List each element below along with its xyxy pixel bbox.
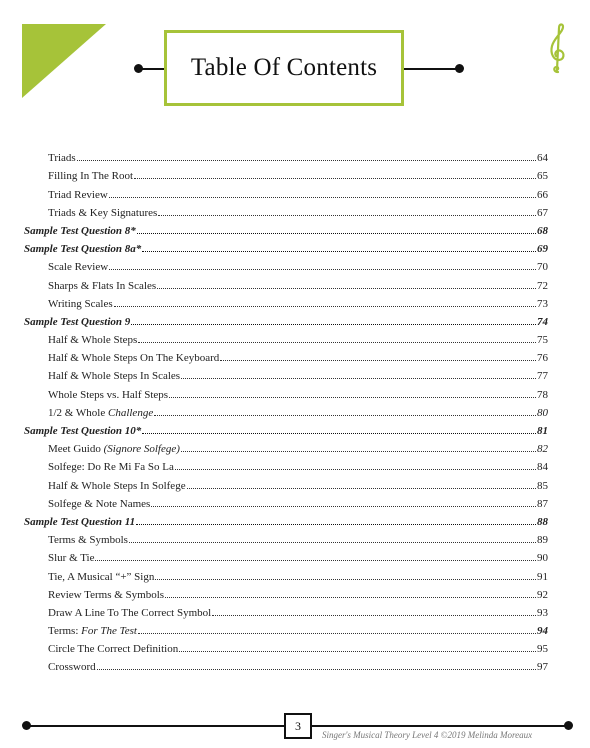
toc-entry — [24, 364, 548, 382]
dot-leader — [154, 415, 536, 416]
dot-leader — [181, 378, 536, 379]
toc-page-number: 95 — [537, 643, 548, 656]
dot-leader — [97, 669, 536, 670]
footer-rule-right-dot — [564, 721, 573, 730]
toc-page-number: 84 — [537, 461, 548, 474]
dot-leader — [175, 469, 536, 470]
toc-entry-label-text: Half & Whole Steps In Scales — [48, 370, 181, 383]
toc-entry-label — [48, 461, 175, 473]
toc-page-number: 91 — [537, 570, 548, 583]
toc-entry — [24, 601, 548, 619]
dot-leader — [158, 215, 536, 216]
toc-entry — [24, 455, 548, 473]
toc-entry-label-italic: Challenge — [107, 406, 154, 419]
toc-entry-label — [48, 552, 95, 564]
toc-entry — [24, 201, 548, 219]
toc-page-number: 85 — [537, 479, 548, 492]
toc-entry-label — [48, 152, 77, 164]
toc-entry-label — [48, 389, 169, 401]
dot-leader — [136, 524, 536, 525]
dot-leader — [95, 560, 536, 561]
toc-entry-label-text: Filling In The Root — [48, 170, 134, 183]
toc-entry-label — [48, 625, 138, 637]
toc-entry — [24, 528, 548, 546]
toc-entry-label-text: Triads & Key Signatures — [48, 206, 158, 219]
toc-page-number: 89 — [537, 534, 548, 547]
toc-entry-label-text: Crossword — [48, 661, 96, 674]
toc-section-heading — [24, 510, 548, 528]
toc-entry-label-text: Review Terms & Symbols — [48, 588, 165, 601]
toc-entry-label-text: Tie, A Musical “+” Sign — [48, 570, 155, 583]
toc-entry — [24, 473, 548, 491]
dot-leader — [142, 433, 536, 434]
toc-entry-label — [48, 443, 181, 455]
toc-entry-label — [24, 516, 136, 528]
toc-entry-label-text: Terms: — [48, 625, 82, 638]
toc-page-number: 76 — [537, 352, 548, 365]
dot-leader — [137, 233, 536, 234]
toc-entry — [24, 492, 548, 510]
toc-entry-label — [48, 334, 138, 346]
toc-entry — [24, 401, 548, 419]
toc-entry-label-text: Terms & Symbols — [48, 534, 128, 547]
toc-entry — [24, 292, 548, 310]
toc-page-number: 75 — [537, 334, 548, 347]
toc-entry — [24, 583, 548, 601]
toc-entry — [24, 546, 548, 564]
dot-leader — [138, 342, 536, 343]
toc-entry-label — [48, 170, 134, 182]
toc-entry-label — [48, 571, 155, 583]
toc-page-number: 70 — [537, 261, 548, 274]
corner-triangle-decoration — [0, 0, 106, 98]
toc-page-number: 94 — [537, 625, 548, 638]
dot-leader — [109, 197, 536, 198]
toc-page-number: 67 — [537, 206, 548, 219]
toc-entry-label-text: Sample Test Question 10* — [24, 425, 142, 437]
toc-entry — [24, 619, 548, 637]
dot-leader — [165, 597, 536, 598]
page-title: Table Of Contents — [190, 54, 378, 81]
toc-entry-label — [48, 607, 212, 619]
toc-page-number: 87 — [537, 497, 548, 510]
toc-page-number: 90 — [537, 552, 548, 565]
toc-entry — [24, 564, 548, 582]
toc-page-number: 80 — [537, 406, 548, 419]
toc-page-number: 69 — [537, 243, 548, 256]
toc-entry-label-text: Half & Whole Steps — [48, 334, 138, 347]
toc-entry-label — [48, 280, 157, 292]
toc-entry-label-text: Half & Whole Steps On The Keyboard — [48, 352, 220, 365]
toc-page-number: 78 — [537, 388, 548, 401]
toc-entry — [24, 164, 548, 182]
toc-entry — [24, 346, 548, 364]
dot-leader — [212, 615, 536, 616]
dot-leader — [131, 324, 536, 325]
toc-entry — [24, 328, 548, 346]
toc-page-number: 82 — [537, 443, 548, 456]
toc-page-number: 88 — [537, 515, 548, 528]
toc-entry-label — [24, 316, 131, 328]
toc-entry-label — [48, 207, 158, 219]
dot-leader — [220, 360, 536, 361]
toc-entry-label — [48, 589, 165, 601]
toc-page-number: 81 — [537, 425, 548, 437]
toc-page-number: 65 — [537, 170, 548, 183]
dot-leader — [114, 306, 536, 307]
toc-entry-label-text: Triads — [48, 152, 76, 165]
page-number: 3 — [295, 718, 301, 733]
treble-clef-icon — [546, 22, 568, 74]
dot-leader — [142, 251, 536, 252]
toc-entry-label-text: Sharps & Flats In Scales — [48, 279, 157, 292]
toc-page-number: 97 — [537, 661, 548, 674]
toc-entry-label-text: Solfege & Note Names — [48, 497, 151, 510]
toc-entry-label-text: Triad Review — [48, 188, 108, 201]
toc-entry — [24, 146, 548, 164]
toc-entry — [24, 655, 548, 673]
dot-leader — [187, 488, 536, 489]
toc-entry-label-text: Sample Test Question 8* — [24, 224, 136, 237]
toc-entry-label-italic: For The Test — [81, 625, 137, 638]
toc-page-number: 68 — [537, 224, 548, 237]
dot-leader — [179, 651, 536, 652]
toc-section-heading — [24, 419, 548, 437]
toc-entry-label — [48, 498, 151, 510]
toc-entry-label — [48, 189, 109, 201]
toc-page-number: 77 — [537, 370, 548, 383]
toc-entry-label-text: Solfege: Do Re Mi Fa So La — [48, 461, 174, 474]
toc-page-number: 74 — [537, 315, 548, 328]
toc-entry — [24, 637, 548, 655]
toc-entry-label-text: Sample Test Question 11 — [24, 515, 136, 528]
footer-credit: Singer's Musical Theory Level 4 ©2019 Melinda Moreaux — [322, 730, 533, 740]
toc-page-number: 92 — [537, 588, 548, 601]
toc-entry — [24, 437, 548, 455]
toc-page-number: 93 — [537, 606, 548, 619]
toc-entry-label-italic: (Signore Solfege) — [103, 443, 180, 456]
dot-leader — [134, 178, 536, 179]
toc-entry-label-text: Sample Test Question 8a* — [24, 243, 142, 256]
dot-leader — [129, 542, 536, 543]
toc-entry-label — [48, 480, 187, 492]
toc-entry-label — [48, 643, 179, 655]
toc-section-heading — [24, 237, 548, 255]
toc-page-number: 66 — [537, 188, 548, 201]
title-box — [164, 30, 404, 106]
toc-entry — [24, 182, 548, 200]
toc-entry-label-text: Whole Steps vs. Half Steps — [48, 388, 169, 401]
dot-leader — [169, 397, 536, 398]
toc-entry-label — [24, 225, 137, 237]
toc-entry-label-text: Half & Whole Steps In Solfege — [48, 479, 186, 492]
toc-entry-label-text: Sample Test Question 9 — [24, 315, 131, 328]
toc-entry-label — [48, 370, 181, 382]
toc-entry-label-text: Scale Review — [48, 261, 109, 274]
header-rule-right — [402, 68, 460, 70]
footer-rule-left-dot — [22, 721, 31, 730]
dot-leader — [151, 506, 536, 507]
toc-entry-label — [48, 298, 114, 310]
toc-entry-label-text: Writing Scales — [48, 297, 113, 310]
toc-entry-label-text: Meet Guido — [48, 443, 104, 456]
dot-leader — [77, 160, 536, 161]
toc-page-number: 73 — [537, 297, 548, 310]
toc-entry-label-text: Slur & Tie — [48, 552, 95, 565]
toc-page-number: 72 — [537, 279, 548, 292]
toc-entry-label-text: Draw A Line To The Correct Symbol — [48, 606, 212, 619]
dot-leader — [157, 288, 536, 289]
toc-entry — [24, 382, 548, 400]
page-number-box — [284, 713, 312, 739]
toc-entry-label-text: Circle The Correct Definition — [48, 643, 179, 656]
toc-entry-label — [24, 243, 142, 255]
dot-leader — [138, 633, 536, 634]
toc-entry-label — [48, 261, 109, 273]
header-rule-right-dot — [455, 64, 464, 73]
toc-section-heading — [24, 310, 548, 328]
toc-entry — [24, 273, 548, 291]
dot-leader — [109, 269, 536, 270]
toc-entry-label — [48, 352, 220, 364]
toc-section-heading — [24, 219, 548, 237]
header-rule-left-dot — [134, 64, 143, 73]
toc-entry-label — [48, 534, 129, 546]
toc-entry-label — [24, 425, 142, 437]
dot-leader — [181, 451, 536, 452]
toc-page-number: 64 — [537, 152, 548, 165]
toc-entry-label-text: 1/2 & Whole — [48, 406, 108, 419]
dot-leader — [155, 579, 536, 580]
table-of-contents — [24, 146, 548, 673]
toc-entry-label — [48, 661, 97, 673]
toc-entry-label — [48, 407, 154, 419]
toc-entry — [24, 255, 548, 273]
